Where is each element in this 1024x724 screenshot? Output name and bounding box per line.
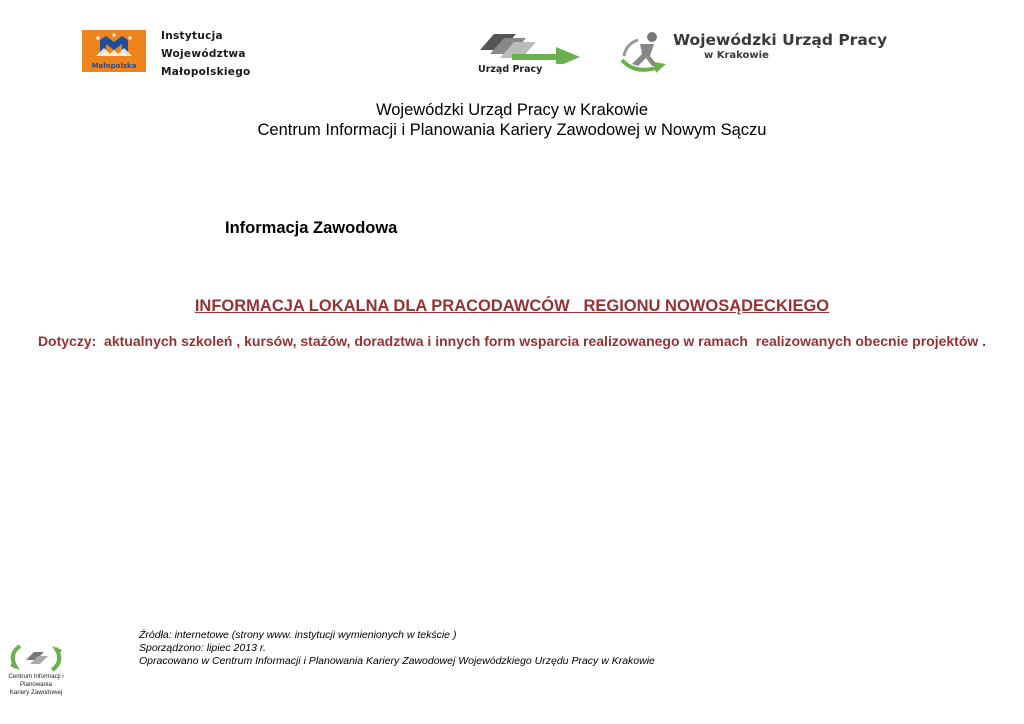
centrum-logo-text (0, 673, 72, 697)
footer-sources: Źródła: internetowe (strony www. instytucji wymienionych w tekście ) (139, 629, 457, 641)
wup-logo-title: Wojewódzki Urząd Pracy (673, 31, 888, 49)
wup-logo-subtitle: w Krakowie (704, 50, 769, 61)
footer-prepared: Sporządzono: lipiec 2013 r. (139, 642, 266, 654)
header-line-1: Wojewódzki Urząd Pracy w Krakowie (375, 101, 649, 119)
urzad-pracy-logo-text: Urząd Pracy (478, 64, 543, 75)
centrum-line-2: Kariery Zawodowej (9, 689, 63, 696)
header-line-2: Centrum Informacji i Planowania Kariery Zawodowej w Nowym Sączu (257, 121, 767, 139)
centrum-logo (6, 640, 66, 676)
main-title: INFORMACJA LOKALNA DLA PRACODAWCÓW REGIONU NOWOSĄDECKIEGO (194, 297, 830, 315)
footer-authored: Opracowano w Centrum Informacji i Planowania Kariery Zawodowej Wojewódzkiego Urzędu Pracy w Krakowie (139, 655, 655, 667)
wup-logo (620, 30, 670, 75)
concerns-text: Dotyczy: aktualnych szkoleń , kursów, stażów, doradztwa i innych form wsparcia realizowanego w ramach realizowanych obecnie projektów . (37, 333, 987, 349)
malopolska-badge-text: Małopolska (91, 62, 137, 70)
malopolska-line-3: Małopolskiego (161, 66, 251, 78)
centrum-line-1: Centrum Informacji i Planowania (8, 673, 64, 688)
malopolska-line-1: Instytucja (161, 30, 223, 42)
section-title: Informacja Zawodowa (225, 219, 398, 237)
malopolska-line-2: Województwa (161, 48, 246, 60)
malopolska-logo (82, 30, 146, 72)
malopolska-institution-text (161, 27, 251, 81)
